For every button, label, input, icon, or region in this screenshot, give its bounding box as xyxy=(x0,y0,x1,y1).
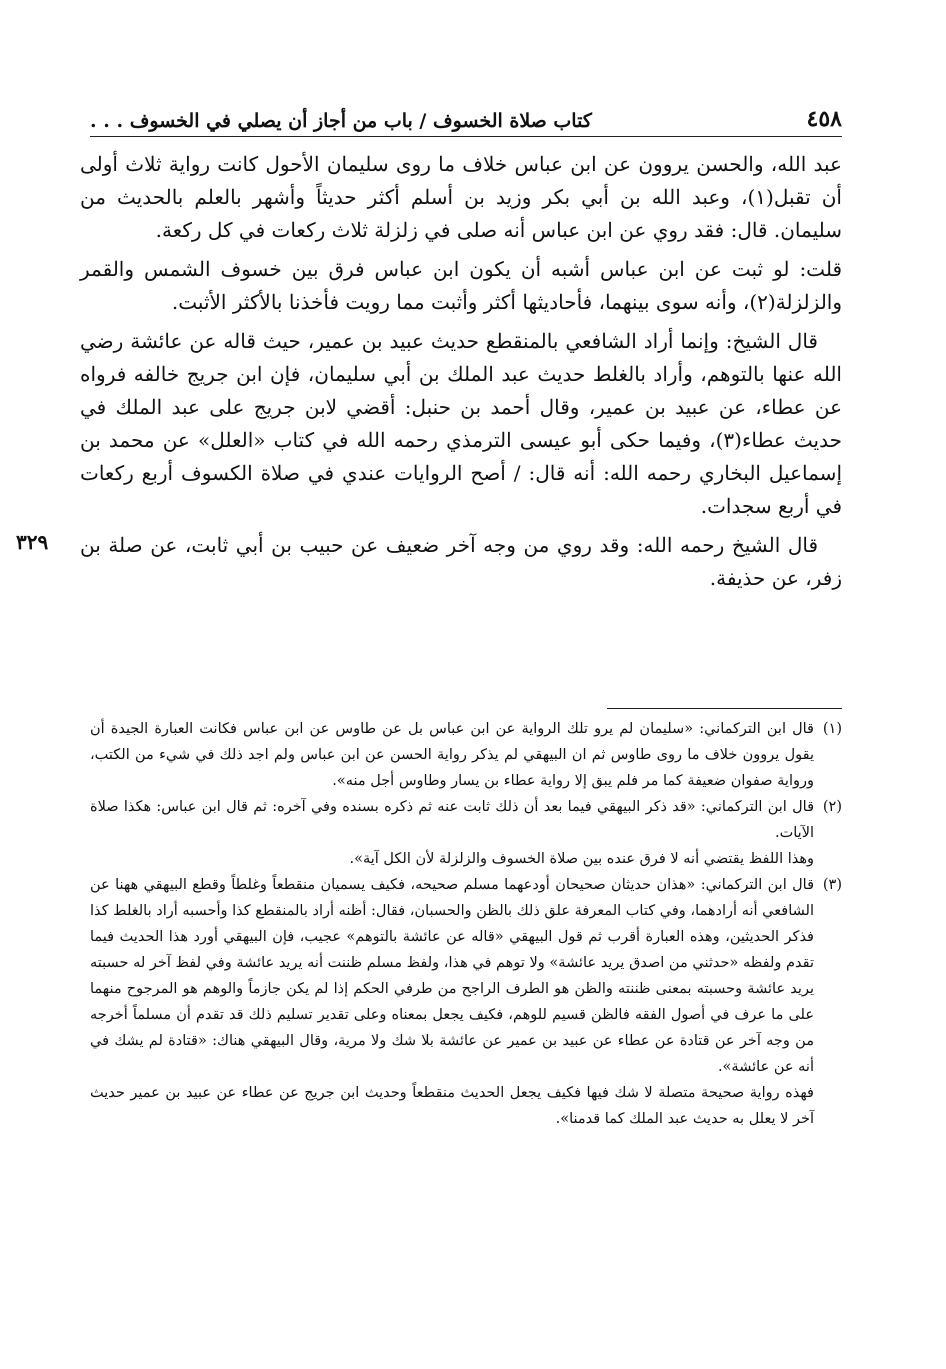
footnote-1 xyxy=(90,716,842,794)
footnote-text: قال ابن التركماني: «سليمان لم يرو تلك الرواية عن ابن عباس بل عن طاوس عن ابن عباس فكانت العبارة الجيدة أن يقول يروون خلاف ما روى طاوس ثم ان البيهقي لم يذكر رواية الحسن عن ابن عباس ولم اجد ذلك في شيء من الكتب، ورواية صفوان ضعيفة كما مر فلم يبق إلا رواية عطاء بن يسار وطاوس أجل منه». xyxy=(90,721,814,789)
main-text xyxy=(80,148,842,601)
paragraph-2: قلت: لو ثبت عن ابن عباس أشبه أن يكون ابن عباس فرق بين خسوف الشمس والقمر والزلزلة(٢)، وأنه سوى بينهما، فأحاديثها أكثر وأثبت مما رويت فأخذنا بالأكثر الأثبت. xyxy=(80,257,843,314)
paragraph-4: قال الشيخ رحمه الله: وقد روي من وجه آخر ضعيف عن حبيب بن أبي ثابت، عن صلة بن زفر، عن حذيفة. xyxy=(80,533,842,590)
page-number: ٤٥٨ xyxy=(806,106,842,132)
footnote-number: (٢) xyxy=(822,799,842,815)
footnote-text: قال ابن التركماني: «هذان حديثان صحيحان أودعهما مسلم صحيحه، فكيف يسميان منقطعاً وغلطاً وقطع البيهقي ههنا عن الشافعي أنه أرادهما، وفي كتاب المعرفة علق ذلك بالظن والحسبان، فقال: أظنه أراد بالمنقطع كذا وأحسبه أراد بالغلط كذا فذكر الحديثين، وهذه العبارة أقرب ثم قول البيهقي «قاله عن عائشة بالتوهم» عجيب، فإن البيهقي أورد هذا الحديث فيما تقدم ولفظه «حدثني من اصدق يريد عائشة» ولا توهم في هذا، ولفظ مسلم ظننت أنه يريد عائشة وفي لفظ آخر له حسبته يريد عائشة وحسبته بمعنى ظننته والظن هو الطرف الراجح من طرفي الحكم إذا لم يكن جازماً والوهم هو المرجوح منهما على ما عرف في أصول الفقه فالظن قسيم للوهم، فكيف يجعل بمعناه وعلى تقدير تسليم ذلك قد تقدم أن مسلماً أخرجه من وجه آخر عن قتادة عن عطاء عن عبيد بن عمير عن عائشة بلا شك ولا مرية، وقال البيهقي هناك: «قتادة لم يشك في أنه عن عائشة». xyxy=(90,877,814,1075)
footnote-number: (١) xyxy=(822,721,842,737)
paragraph-3: قال الشيخ: وإنما أراد الشافعي بالمنقطع حديث عبيد بن عمير، حيث قاله عن عائشة رضي الله عنها بالتوهم، وأراد بالغلط حديث عبد الملك بن أبي سليمان، فإن ابن جريج خالفه فرواه عن عطاء، عن عبيد بن عمير، وقال أحمد بن حنبل: أقضي لابن جريج على عبد الملك في حديث عطاء(٣)، وفيما حكى أبو عيسى الترمذي رحمه الله في كتاب «العلل» عن محمد بن إسماعيل البخاري رحمه الله: أنه قال: / أصح الروايات عندي في صلاة الكسوف أربع ركعات في أربع سجدات. xyxy=(80,329,842,518)
footnotes xyxy=(90,716,842,1132)
footnote-number: (٣) xyxy=(822,877,842,893)
footnote-3 xyxy=(90,872,842,1080)
footnote-2 xyxy=(90,794,842,846)
footnote-text: قال ابن التركماني: «قد ذكر البيهقي فيما بعد أن ذلك ثابت عنه ثم ذكره بسنده وفي آخره: ثم قال ابن عباس: هكذا صلاة الآيات. xyxy=(90,799,814,841)
running-header xyxy=(90,100,842,137)
footnote-3-continuation xyxy=(90,1080,842,1132)
paragraph-1: عبد الله، والحسن يروون عن ابن عباس خلاف ما روى سليمان الأحول كانت رواية ثلاث أولى أن تقبل(١)، وعبد الله بن أبي بكر وزيد بن أسلم أكثر حديثاً وأشهر بالعلم بالحديث من سليمان. قال: فقد روي عن ابن عباس أنه صلى في زلزلة ثلاث ركعات في كل ركعة. xyxy=(80,152,842,242)
footnote-number xyxy=(814,846,842,872)
margin-page-reference: ٣٢٩ xyxy=(16,530,49,554)
footnote-text: فهذه رواية صحيحة متصلة لا شك فيها فكيف يجعل الحديث منقطعاً وحديث ابن جريج عن عطاء عن عبيد بن عمير حديث آخر لا يعلل به حديث عبد الملك كما قدمنا». xyxy=(90,1085,814,1127)
footnote-text: وهذا اللفظ يقتضي أنه لا فرق عنده بين صلاة الخسوف والزلزلة لأن الكل آية». xyxy=(349,851,814,867)
footnote-separator xyxy=(607,708,842,709)
running-title: كتاب صلاة الخسوف / باب من أجاز أن يصلي في الخسوف . . . xyxy=(90,110,592,132)
footnote-2-continuation xyxy=(90,846,842,872)
footnote-number xyxy=(814,1080,842,1132)
